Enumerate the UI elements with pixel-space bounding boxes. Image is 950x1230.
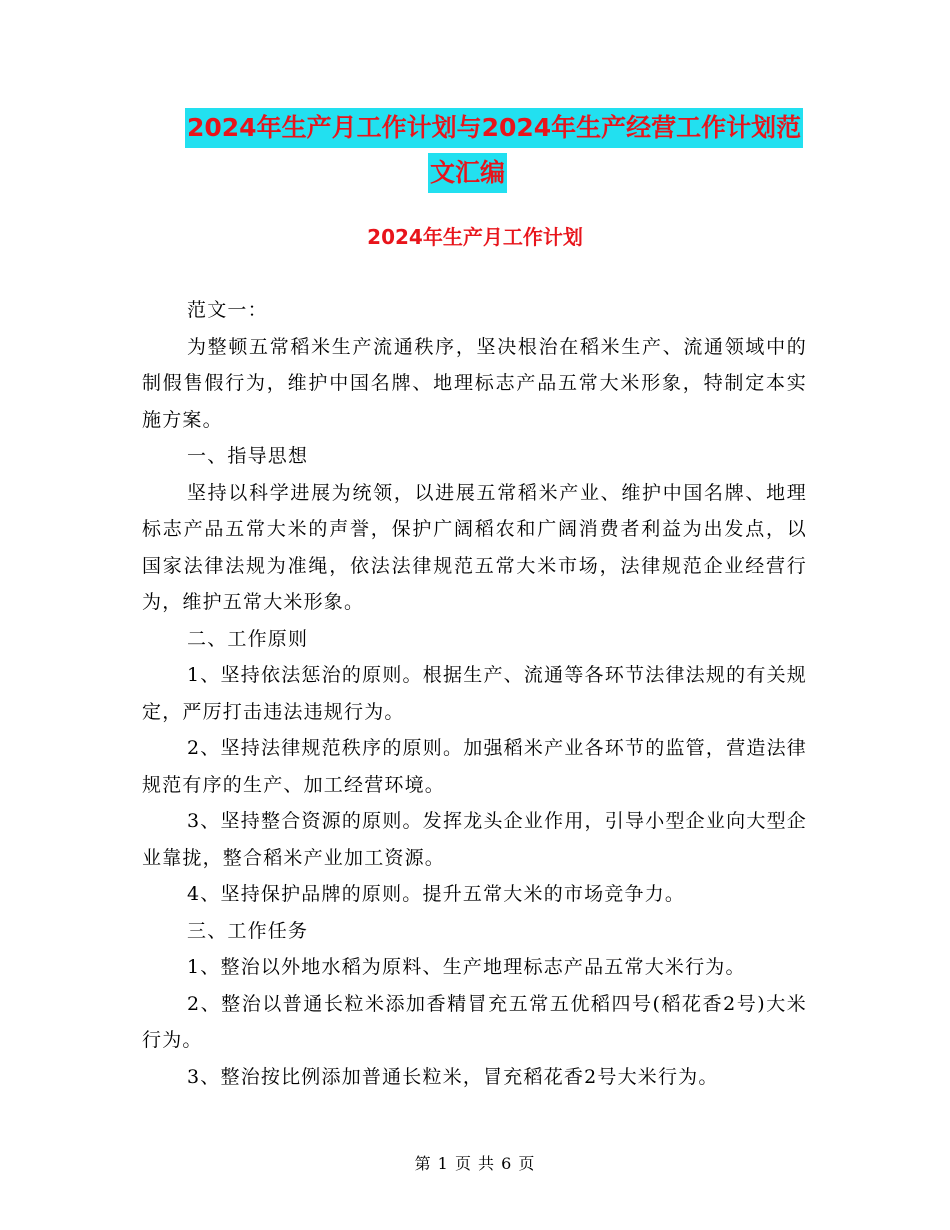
paragraph: 2、整治以普通长粒米添加香精冒充五常五优稻四号(稻花香2号)大米行为。 xyxy=(142,992,807,1051)
paragraph: 1、整治以外地水稻为原料、生产地理标志产品五常大米行为。 xyxy=(187,956,746,978)
paragraph: 3、坚持整合资源的原则。发挥龙头企业作用，引导小型企业向大型企业靠拢，整合稻米产业加工资源。 xyxy=(142,810,807,869)
page-footer: 第 1 页 共 6 页 xyxy=(414,1154,536,1173)
paragraph: 二、工作原则 xyxy=(187,627,309,650)
paragraph: 坚持以科学进展为统领，以进展五常稻米产业、维护中国名牌、地理标志产品五常大米的声誉，保护广阔稻农和广阔消费者利益为出发点，以国家法律法规为准绳，依法法律规范五常大米市场，法律规范企业经营行为，维护五常大米形象。 xyxy=(142,481,807,613)
paragraph: 范文一： xyxy=(187,299,268,321)
section-title: 2024年生产月工作计划 xyxy=(367,225,583,249)
document-body xyxy=(142,292,807,1095)
paragraph: 3、整治按比例添加普通长粒米，冒充稻花香2号大米行为。 xyxy=(187,1065,719,1088)
paragraph: 2、坚持法律规范秩序的原则。加强稻米产业各环节的监管，营造法律规范有序的生产、加工经营环境。 xyxy=(142,737,807,796)
paragraph: 三、工作任务 xyxy=(187,919,309,942)
paragraph: 一、指导思想 xyxy=(187,445,309,467)
paragraph: 4、坚持保护品牌的原则。提升五常大米的市场竞争力。 xyxy=(187,883,686,905)
paragraph: 1、坚持依法惩治的原则。根据生产、流通等各环节法律法规的有关规定，严厉打击违法违规行为。 xyxy=(142,664,807,723)
title-line-1: 2024年生产月工作计划与2024年生产经营工作计划范 xyxy=(185,108,803,148)
title-line-2: 文汇编 xyxy=(428,153,507,193)
paragraph: 为整顿五常稻米生产流通秩序，坚决根治在稻米生产、流通领域中的制假售假行为，维护中国名牌、地理标志产品五常大米形象，特制定本实施方案。 xyxy=(142,335,807,431)
